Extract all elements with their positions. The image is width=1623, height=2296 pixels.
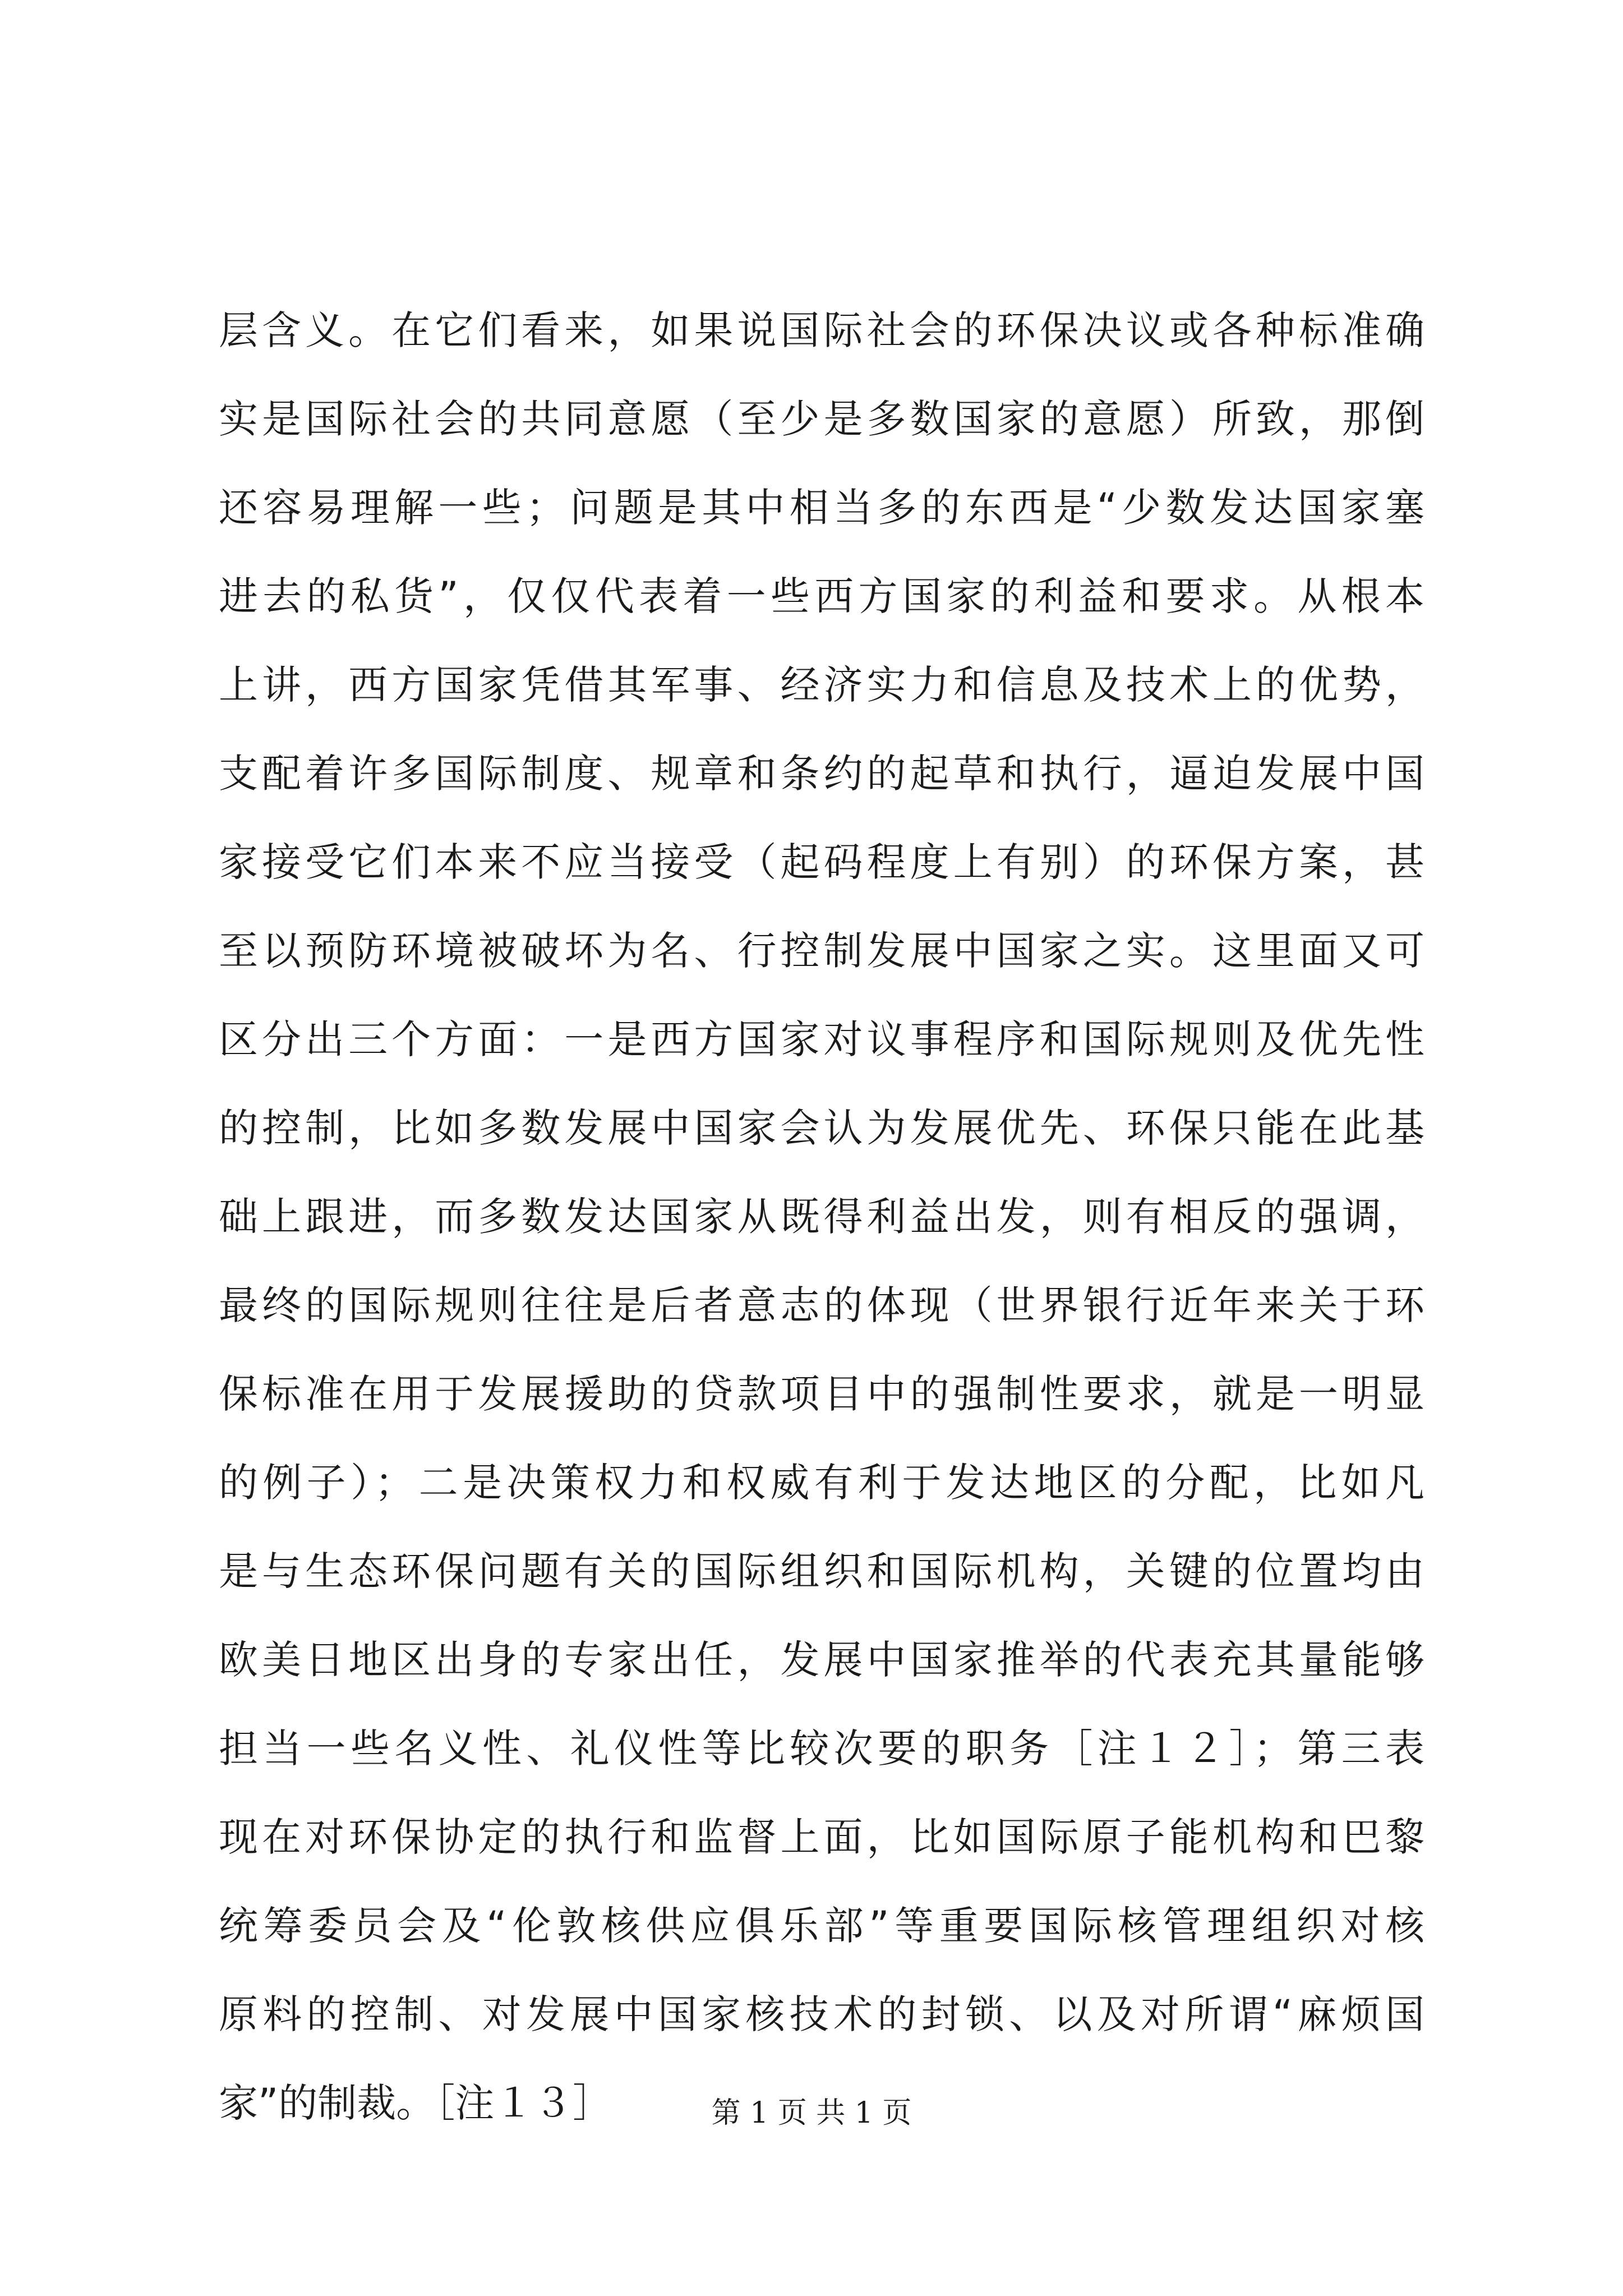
text-line: 原料的控制、对发展中国家核技术的封锁、以及对所谓“麻烦国 bbox=[219, 1991, 1424, 2037]
text-line: 层含义。在它们看来，如果说国际社会的环保决议或各种标准确 bbox=[219, 307, 1424, 353]
text-line: 的控制，比如多数发展中国家会认为发展优先、环保只能在此基 bbox=[219, 1105, 1424, 1151]
text-line: 支配着许多国际制度、规章和条约的起草和执行，逼迫发展中国 bbox=[219, 751, 1424, 797]
text-line: 统筹委员会及“伦敦核供应俱乐部”等重要国际核管理组织对核 bbox=[219, 1903, 1424, 1949]
text-line: 现在对环保协定的执行和监督上面，比如国际原子能机构和巴黎 bbox=[219, 1814, 1424, 1860]
text-line: 最终的国际规则往往是后者意志的体现（世界银行近年来关于环 bbox=[219, 1282, 1424, 1328]
text-line: 础上跟进，而多数发达国家从既得利益出发，则有相反的强调， bbox=[219, 1194, 1424, 1240]
text-line: 实是国际社会的共同意愿（至少是多数国家的意愿）所致，那倒 bbox=[219, 396, 1424, 442]
text-line: 家”的制裁。［注１３］ bbox=[219, 2080, 612, 2126]
text-line: 进去的私货”，仅仅代表着一些西方国家的利益和要求。从根本 bbox=[219, 573, 1424, 619]
text-line: 欧美日地区出身的专家出任，发展中国家推举的代表充其量能够 bbox=[219, 1637, 1424, 1683]
text-line: 保标准在用于发展援助的贷款项目中的强制性要求，就是一明显 bbox=[219, 1371, 1424, 1417]
text-line: 家接受它们本来不应当接受（起码程度上有别）的环保方案，甚 bbox=[219, 839, 1424, 885]
text-line: 上讲，西方国家凭借其军事、经济实力和信息及技术上的优势， bbox=[219, 662, 1424, 708]
page-footer: 第 1 页 共 1 页 bbox=[711, 2096, 912, 2130]
text-line: 区分出三个方面：一是西方国家对议事程序和国际规则及优先性 bbox=[219, 1016, 1424, 1062]
text-line: 还容易理解一些；问题是其中相当多的东西是“少数发达国家塞 bbox=[219, 485, 1424, 531]
text-line: 的例子）；二是决策权力和权威有利于发达地区的分配，比如凡 bbox=[219, 1460, 1424, 1506]
text-line: 担当一些名义性、礼仪性等比较次要的职务［注１２］；第三表 bbox=[219, 1726, 1424, 1772]
body-paragraph bbox=[219, 286, 1424, 2147]
text-line: 至以预防环境被破坏为名、行控制发展中国家之实。这里面又可 bbox=[219, 928, 1424, 974]
text-line: 是与生态环保问题有关的国际组织和国际机构，关键的位置均由 bbox=[219, 1548, 1424, 1594]
